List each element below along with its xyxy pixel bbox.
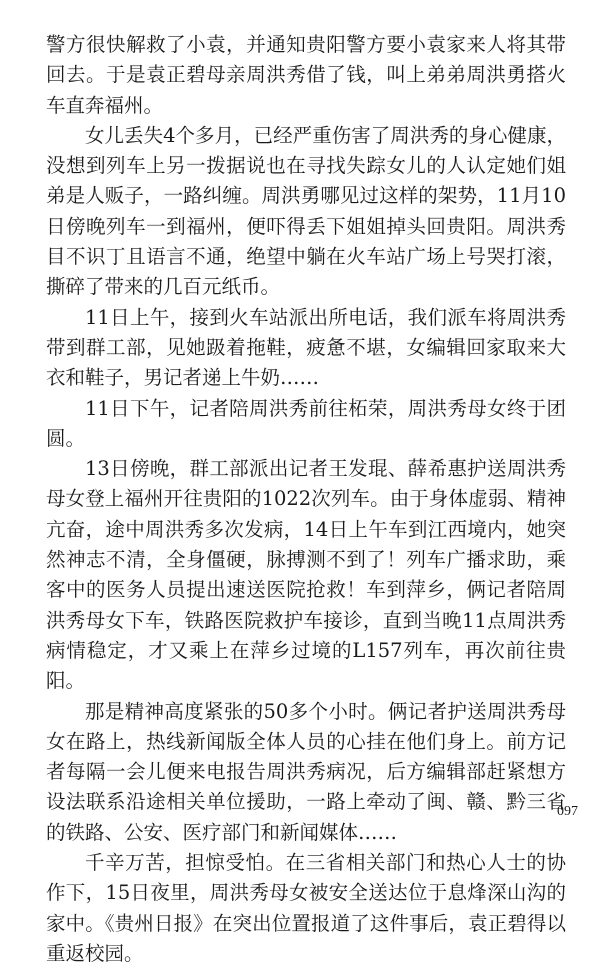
paragraph-4: 11日下午，记者陪周洪秀前往柘荣，周洪秀母女终于团圆。 [46, 396, 566, 450]
body-text [46, 30, 566, 969]
paragraph-2: 女儿丢失4个多月，已经严重伤害了周洪秀的身心健康，没想到列车上另一拨据说也在寻找失踪女儿的人认定她们姐弟是人贩子，一路纠缠。周洪勇哪见过这样的架势，11月10日傍晚列车一到福州，便吓得丢下姐姐掉头回贵阳。周洪秀目不识丁且语言不通，绝望中躺在火车站广场上号哭打滚，撕碎了带来的几百元纸币。 [46, 123, 566, 299]
paragraph-6: 那是精神高度紧张的50多个小时。俩记者护送周洪秀母女在路上，热线新闻版全体人员的心挂在他们身上。前方记者每隔一会儿便来电报告周洪秀病况，后方编辑部赶紧想方设法联系沿途相关单位援助，一路上牵动了闽、赣、黔三省的铁路、公安、医疗部门和新闻媒体…… [46, 699, 566, 844]
paragraph-5: 13日傍晚，群工部派出记者王发琨、薛希惠护送周洪秀母女登上福州开往贵阳的1022次列车。由于身体虚弱、精神亢奋，途中周洪秀多次发病，14日上午车到江西境内，她突然神志不清，全身僵硬，脉搏测不到了！列车广播求助，乘客中的医务人员提出速送医院抢救！车到萍乡，俩记者陪周洪秀母女下车，铁路医院救护车接诊，直到当晚11点周洪秀病情稳定，才又乘上在萍乡过境的L157列车，再次前往贵阳。 [46, 457, 566, 693]
paragraph-3: 11日上午，接到火车站派出所电话，我们派车将周洪秀带到群工部，见她趿着拖鞋，疲惫不堪，女编辑回家取来大衣和鞋子，男记者递上牛奶…… [46, 305, 566, 390]
paragraph-7: 千辛万苦，担惊受怕。在三省相关部门和热心人士的协作下，15日夜里，周洪秀母女被安全送达位于息烽深山沟的家中。《贵州日报》在突出位置报道了这件事后，袁正碧得以重返校园。 [46, 851, 566, 965]
page-number: 097 [557, 804, 578, 819]
paragraph-1: 警方很快解救了小袁，并通知贵阳警方要小袁家来人将其带回去。于是袁正碧母亲周洪秀借了钱，叫上弟弟周洪勇搭火车直奔福州。 [46, 33, 566, 117]
